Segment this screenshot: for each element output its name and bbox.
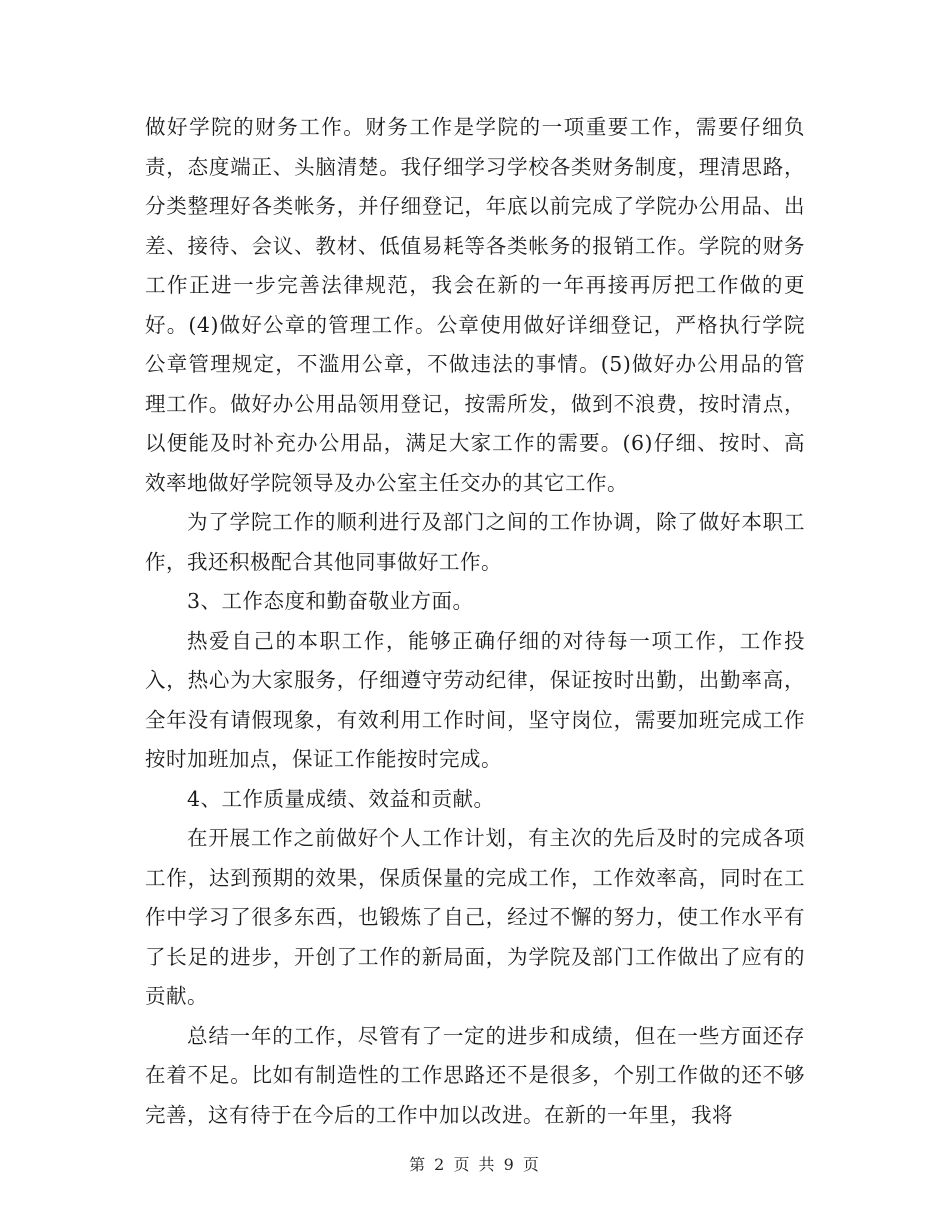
section-heading-work-quality: 4、工作质量成绩、效益和贡献。 [187, 786, 495, 811]
paragraph-work-attitude: 热爱自己的本职工作，能够正确仔细的对待每一项工作，工作投入，热心为大家服务，仔细遵守劳动纪律，保证按时出勤，出勤率高，全年没有请假现象，有效利用工作时间，坚守岗位，需要加班完成工作按时加班加点，保证工作能按时完成。 [145, 628, 805, 771]
section-heading-work-attitude: 3、工作态度和勤奋敬业方面。 [187, 589, 474, 613]
paragraph-finance-work: 做好学院的财务工作。财务工作是学院的一项重要工作，需要仔细负责，态度端正、头脑清楚。我仔细学习学校各类财务制度，理清思路，分类整理好各类帐务，并仔细登记，年底以前完成了学院办公用品、出差、接待、会议、教材、低值易耗等各类帐务的报销工作。学院的财务工作正进一步完善法律规范，我会在新的一年再接再厉把工作做的更好。(4)做好公章的管理工作。公章使用做好详细登记，严格执行学院公章管理规定，不滥用公章，不做违法的事情。(5)做好办公用品的管理工作。做好办公用品领用登记，按需所发，做到不浪费，按时清点，以便能及时补充办公用品，满足大家工作的需要。(6)仔细、按时、高效率地做好学院领导及办公室主任交办的其它工作。 [145, 115, 805, 495]
document-body [145, 108, 805, 1135]
paragraph-summary: 总结一年的工作，尽管有了一定的进步和成绩，但在一些方面还存在着不足。比如有制造性的工作思路还不是很多，个别工作做的还不够完善，这有待于在今后的工作中加以改进。在新的一年里，我将 [145, 1023, 805, 1127]
paragraph-cooperation: 为了学院工作的顺利进行及部门之间的工作协调，除了做好本职工作，我还积极配合其他同事做好工作。 [145, 510, 805, 574]
page-number-footer: 第 2 页 共 9 页 [409, 1155, 541, 1174]
paragraph-work-quality: 在开展工作之前做好个人工作计划，有主次的先后及时的完成各项工作，达到预期的效果，保质保量的完成工作，工作效率高，同时在工作中学习了很多东西，也锻炼了自己，经过不懈的努力，使工作水平有了长足的进步，开创了工作的新局面，为学院及部门工作做出了应有的贡献。 [145, 826, 805, 1008]
